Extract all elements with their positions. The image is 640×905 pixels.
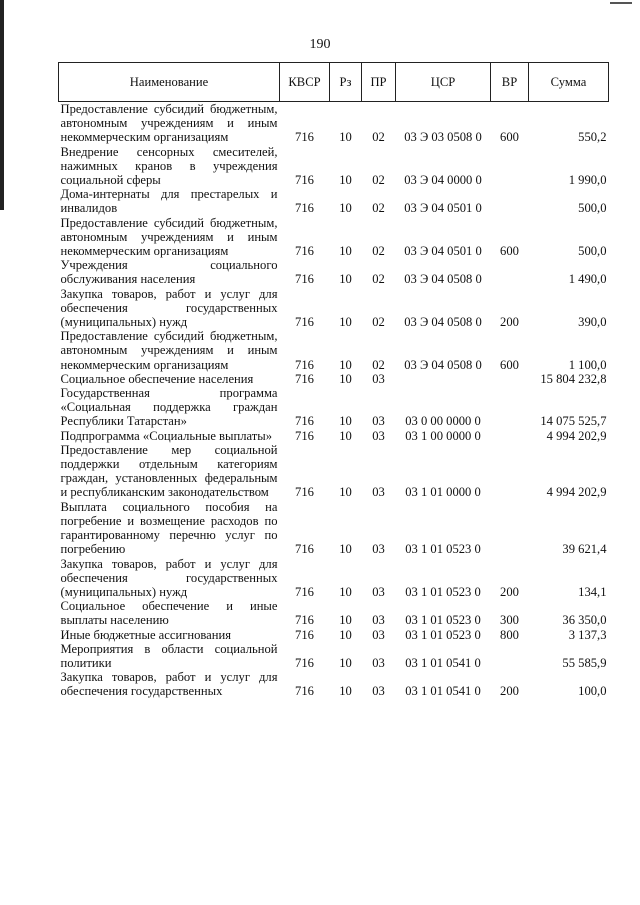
cell-vr: 600 bbox=[500, 130, 519, 145]
cell-kvsr: 716 bbox=[295, 428, 314, 443]
cell-rz: 10 bbox=[339, 428, 352, 443]
cell-sum: 1 100,0 bbox=[568, 357, 607, 372]
cell-csr: 03 Э 04 0501 0 bbox=[404, 244, 482, 259]
cell-kvsr: 716 bbox=[295, 244, 314, 259]
cell-kvsr: 716 bbox=[295, 357, 314, 372]
cell-sum: 4 994 202,9 bbox=[546, 428, 607, 443]
table-row bbox=[59, 599, 609, 627]
cell-csr: 03 1 01 0541 0 bbox=[405, 684, 481, 699]
cell-vr: 800 bbox=[500, 627, 519, 642]
column-header-kvsr: КВСР bbox=[280, 63, 330, 102]
cell-vr: 600 bbox=[500, 244, 519, 259]
table-row bbox=[59, 670, 609, 698]
cell-sum: 1 490,0 bbox=[568, 272, 607, 287]
cell-sum: 39 621,4 bbox=[562, 542, 607, 557]
column-header-rz: Рз bbox=[330, 63, 362, 102]
cell-pr: 03 bbox=[372, 613, 385, 628]
cell-sum: 14 075 525,7 bbox=[540, 414, 607, 429]
cell-rz: 10 bbox=[339, 655, 352, 670]
cell-vr bbox=[491, 258, 529, 286]
cell-rz: 10 bbox=[339, 613, 352, 628]
cell-sum: 390,0 bbox=[578, 315, 607, 330]
cell-csr: 03 1 00 0000 0 bbox=[405, 428, 481, 443]
cell-name: Подпрограмма «Социальные выплаты» bbox=[60, 428, 273, 443]
scan-edge-mark bbox=[0, 0, 4, 210]
cell-rz: 10 bbox=[339, 244, 352, 259]
table-row bbox=[59, 187, 609, 215]
cell-name: Предоставление субсидий бюджетным, автономным учреждениям и иным некоммерческим организациям bbox=[60, 329, 278, 372]
cell-kvsr: 716 bbox=[295, 655, 314, 670]
cell-csr: 03 Э 04 0000 0 bbox=[404, 173, 482, 188]
cell-name: Предоставление мер социальной поддержки отдельным категориям граждан, установленных федеральным и республиканским законодательством bbox=[60, 442, 278, 500]
cell-vr bbox=[491, 443, 529, 500]
cell-name: Предоставление субсидий бюджетным, автономным учреждениям и иным некоммерческим организациям bbox=[60, 102, 278, 145]
cell-sum: 36 350,0 bbox=[562, 613, 607, 628]
table-row bbox=[59, 216, 609, 259]
cell-csr bbox=[396, 372, 491, 386]
cell-sum: 4 994 202,9 bbox=[546, 485, 607, 500]
cell-csr: 03 1 01 0523 0 bbox=[405, 542, 481, 557]
budget-table bbox=[58, 62, 609, 699]
table-row bbox=[59, 500, 609, 557]
cell-csr: 03 Э 04 0508 0 bbox=[404, 357, 482, 372]
cell-kvsr: 716 bbox=[295, 627, 314, 642]
cell-vr: 300 bbox=[500, 613, 519, 628]
cell-pr: 03 bbox=[372, 371, 385, 386]
cell-kvsr: 716 bbox=[295, 315, 314, 330]
cell-sum: 134,1 bbox=[578, 584, 607, 599]
table-row bbox=[59, 429, 609, 443]
cell-rz: 10 bbox=[339, 627, 352, 642]
table-row bbox=[59, 372, 609, 386]
table-row bbox=[59, 145, 609, 188]
cell-kvsr: 716 bbox=[295, 130, 314, 145]
cell-name: Социальное обеспечение населения bbox=[60, 371, 254, 386]
cell-kvsr: 716 bbox=[295, 414, 314, 429]
cell-name: Предоставление субсидий бюджетным, автономным учреждениям и иным некоммерческим организациям bbox=[60, 215, 278, 259]
cell-rz: 10 bbox=[339, 371, 352, 386]
cell-name: Дома-интернаты для престарелых и инвалидов bbox=[60, 187, 278, 216]
cell-pr: 03 bbox=[372, 428, 385, 443]
cell-kvsr: 716 bbox=[295, 684, 314, 699]
cell-kvsr: 716 bbox=[295, 272, 314, 287]
cell-pr: 02 bbox=[372, 130, 385, 145]
cell-csr: 03 Э 04 0501 0 bbox=[404, 201, 482, 216]
cell-pr: 03 bbox=[372, 485, 385, 500]
cell-name: Государственная программа «Социальная поддержка граждан Республики Татарстан» bbox=[60, 386, 278, 429]
cell-kvsr: 716 bbox=[295, 584, 314, 599]
cell-sum: 500,0 bbox=[578, 201, 607, 216]
cell-vr bbox=[491, 500, 529, 557]
cell-pr: 02 bbox=[372, 201, 385, 216]
cell-name: Выплата социального пособия на погребение и возмещение расходов по гарантированному перечню услуг по погребению bbox=[60, 499, 278, 557]
cell-vr bbox=[491, 429, 529, 443]
scan-corner-mark bbox=[610, 2, 632, 4]
cell-csr: 03 Э 04 0508 0 bbox=[404, 315, 482, 330]
cell-vr: 600 bbox=[500, 357, 519, 372]
table-row bbox=[59, 386, 609, 429]
cell-pr: 03 bbox=[372, 542, 385, 557]
column-header-csr: ЦСР bbox=[396, 63, 491, 102]
cell-pr: 02 bbox=[372, 173, 385, 188]
cell-vr bbox=[491, 642, 529, 670]
cell-rz: 10 bbox=[339, 542, 352, 557]
cell-name: Иные бюджетные ассигнования bbox=[60, 627, 232, 642]
table-header-row bbox=[59, 63, 609, 102]
cell-name: Внедрение сенсорных смесителей, нажимных кранов в учреждения социальной сферы bbox=[60, 144, 278, 188]
table-row bbox=[59, 287, 609, 330]
cell-pr: 03 bbox=[372, 684, 385, 699]
cell-csr: 03 1 01 0523 0 bbox=[405, 627, 481, 642]
cell-pr: 03 bbox=[372, 627, 385, 642]
cell-name: Закупка товаров, работ и услуг для обеспечения государственных bbox=[60, 670, 278, 699]
cell-csr: 03 1 01 0523 0 bbox=[405, 613, 481, 628]
cell-vr: 200 bbox=[500, 684, 519, 699]
cell-csr: 03 1 01 0000 0 bbox=[405, 485, 481, 500]
cell-vr bbox=[491, 386, 529, 429]
cell-name: Закупка товаров, работ и услуг для обеспечения государственных (муниципальных) нужд bbox=[60, 556, 278, 599]
cell-csr: 03 1 01 0541 0 bbox=[405, 655, 481, 670]
table-row bbox=[59, 557, 609, 600]
table-row bbox=[59, 642, 609, 670]
cell-csr: 03 Э 03 0508 0 bbox=[404, 130, 482, 145]
column-header-sum: Сумма bbox=[529, 63, 609, 102]
cell-kvsr: 716 bbox=[295, 542, 314, 557]
cell-csr: 03 1 01 0523 0 bbox=[405, 584, 481, 599]
cell-rz: 10 bbox=[339, 173, 352, 188]
cell-vr bbox=[491, 145, 529, 188]
cell-sum: 550,2 bbox=[578, 130, 607, 145]
cell-kvsr: 716 bbox=[295, 485, 314, 500]
column-header-vr: ВР bbox=[491, 63, 529, 102]
cell-vr bbox=[491, 187, 529, 215]
page-number: 190 bbox=[309, 37, 331, 52]
cell-pr: 02 bbox=[372, 244, 385, 259]
cell-pr: 03 bbox=[372, 584, 385, 599]
cell-sum: 3 137,3 bbox=[568, 627, 607, 642]
column-header-name: Наименование bbox=[59, 63, 280, 102]
table-row bbox=[59, 102, 609, 145]
cell-sum: 15 804 232,8 bbox=[540, 371, 607, 386]
table-row bbox=[59, 628, 609, 642]
cell-kvsr: 716 bbox=[295, 201, 314, 216]
column-header-pr: ПР bbox=[362, 63, 396, 102]
cell-pr: 03 bbox=[372, 414, 385, 429]
cell-vr: 200 bbox=[500, 315, 519, 330]
cell-vr bbox=[491, 372, 529, 386]
cell-pr: 02 bbox=[372, 357, 385, 372]
cell-rz: 10 bbox=[339, 201, 352, 216]
cell-rz: 10 bbox=[339, 272, 352, 287]
cell-rz: 10 bbox=[339, 357, 352, 372]
cell-name: Учреждения социального обслуживания населения bbox=[60, 258, 278, 287]
cell-vr: 200 bbox=[500, 584, 519, 599]
cell-sum: 100,0 bbox=[578, 684, 607, 699]
cell-kvsr: 716 bbox=[295, 173, 314, 188]
cell-pr: 02 bbox=[372, 315, 385, 330]
table-row bbox=[59, 329, 609, 372]
cell-csr: 03 Э 04 0508 0 bbox=[404, 272, 482, 287]
cell-rz: 10 bbox=[339, 130, 352, 145]
cell-rz: 10 bbox=[339, 315, 352, 330]
cell-csr: 03 0 00 0000 0 bbox=[405, 414, 481, 429]
cell-kvsr: 716 bbox=[295, 613, 314, 628]
table-row bbox=[59, 443, 609, 500]
table-row bbox=[59, 258, 609, 286]
cell-sum: 500,0 bbox=[578, 244, 607, 259]
cell-rz: 10 bbox=[339, 485, 352, 500]
cell-pr: 03 bbox=[372, 655, 385, 670]
cell-rz: 10 bbox=[339, 414, 352, 429]
cell-name: Мероприятия в области социальной политики bbox=[60, 641, 278, 670]
cell-rz: 10 bbox=[339, 584, 352, 599]
cell-sum: 1 990,0 bbox=[568, 173, 607, 188]
cell-pr: 02 bbox=[372, 272, 385, 287]
cell-kvsr: 716 bbox=[295, 371, 314, 386]
cell-rz: 10 bbox=[339, 684, 352, 699]
cell-name: Социальное обеспечение и иные выплаты населению bbox=[60, 599, 278, 628]
cell-sum: 55 585,9 bbox=[562, 655, 607, 670]
cell-name: Закупка товаров, работ и услуг для обеспечения государственных (муниципальных) нужд bbox=[60, 286, 278, 330]
